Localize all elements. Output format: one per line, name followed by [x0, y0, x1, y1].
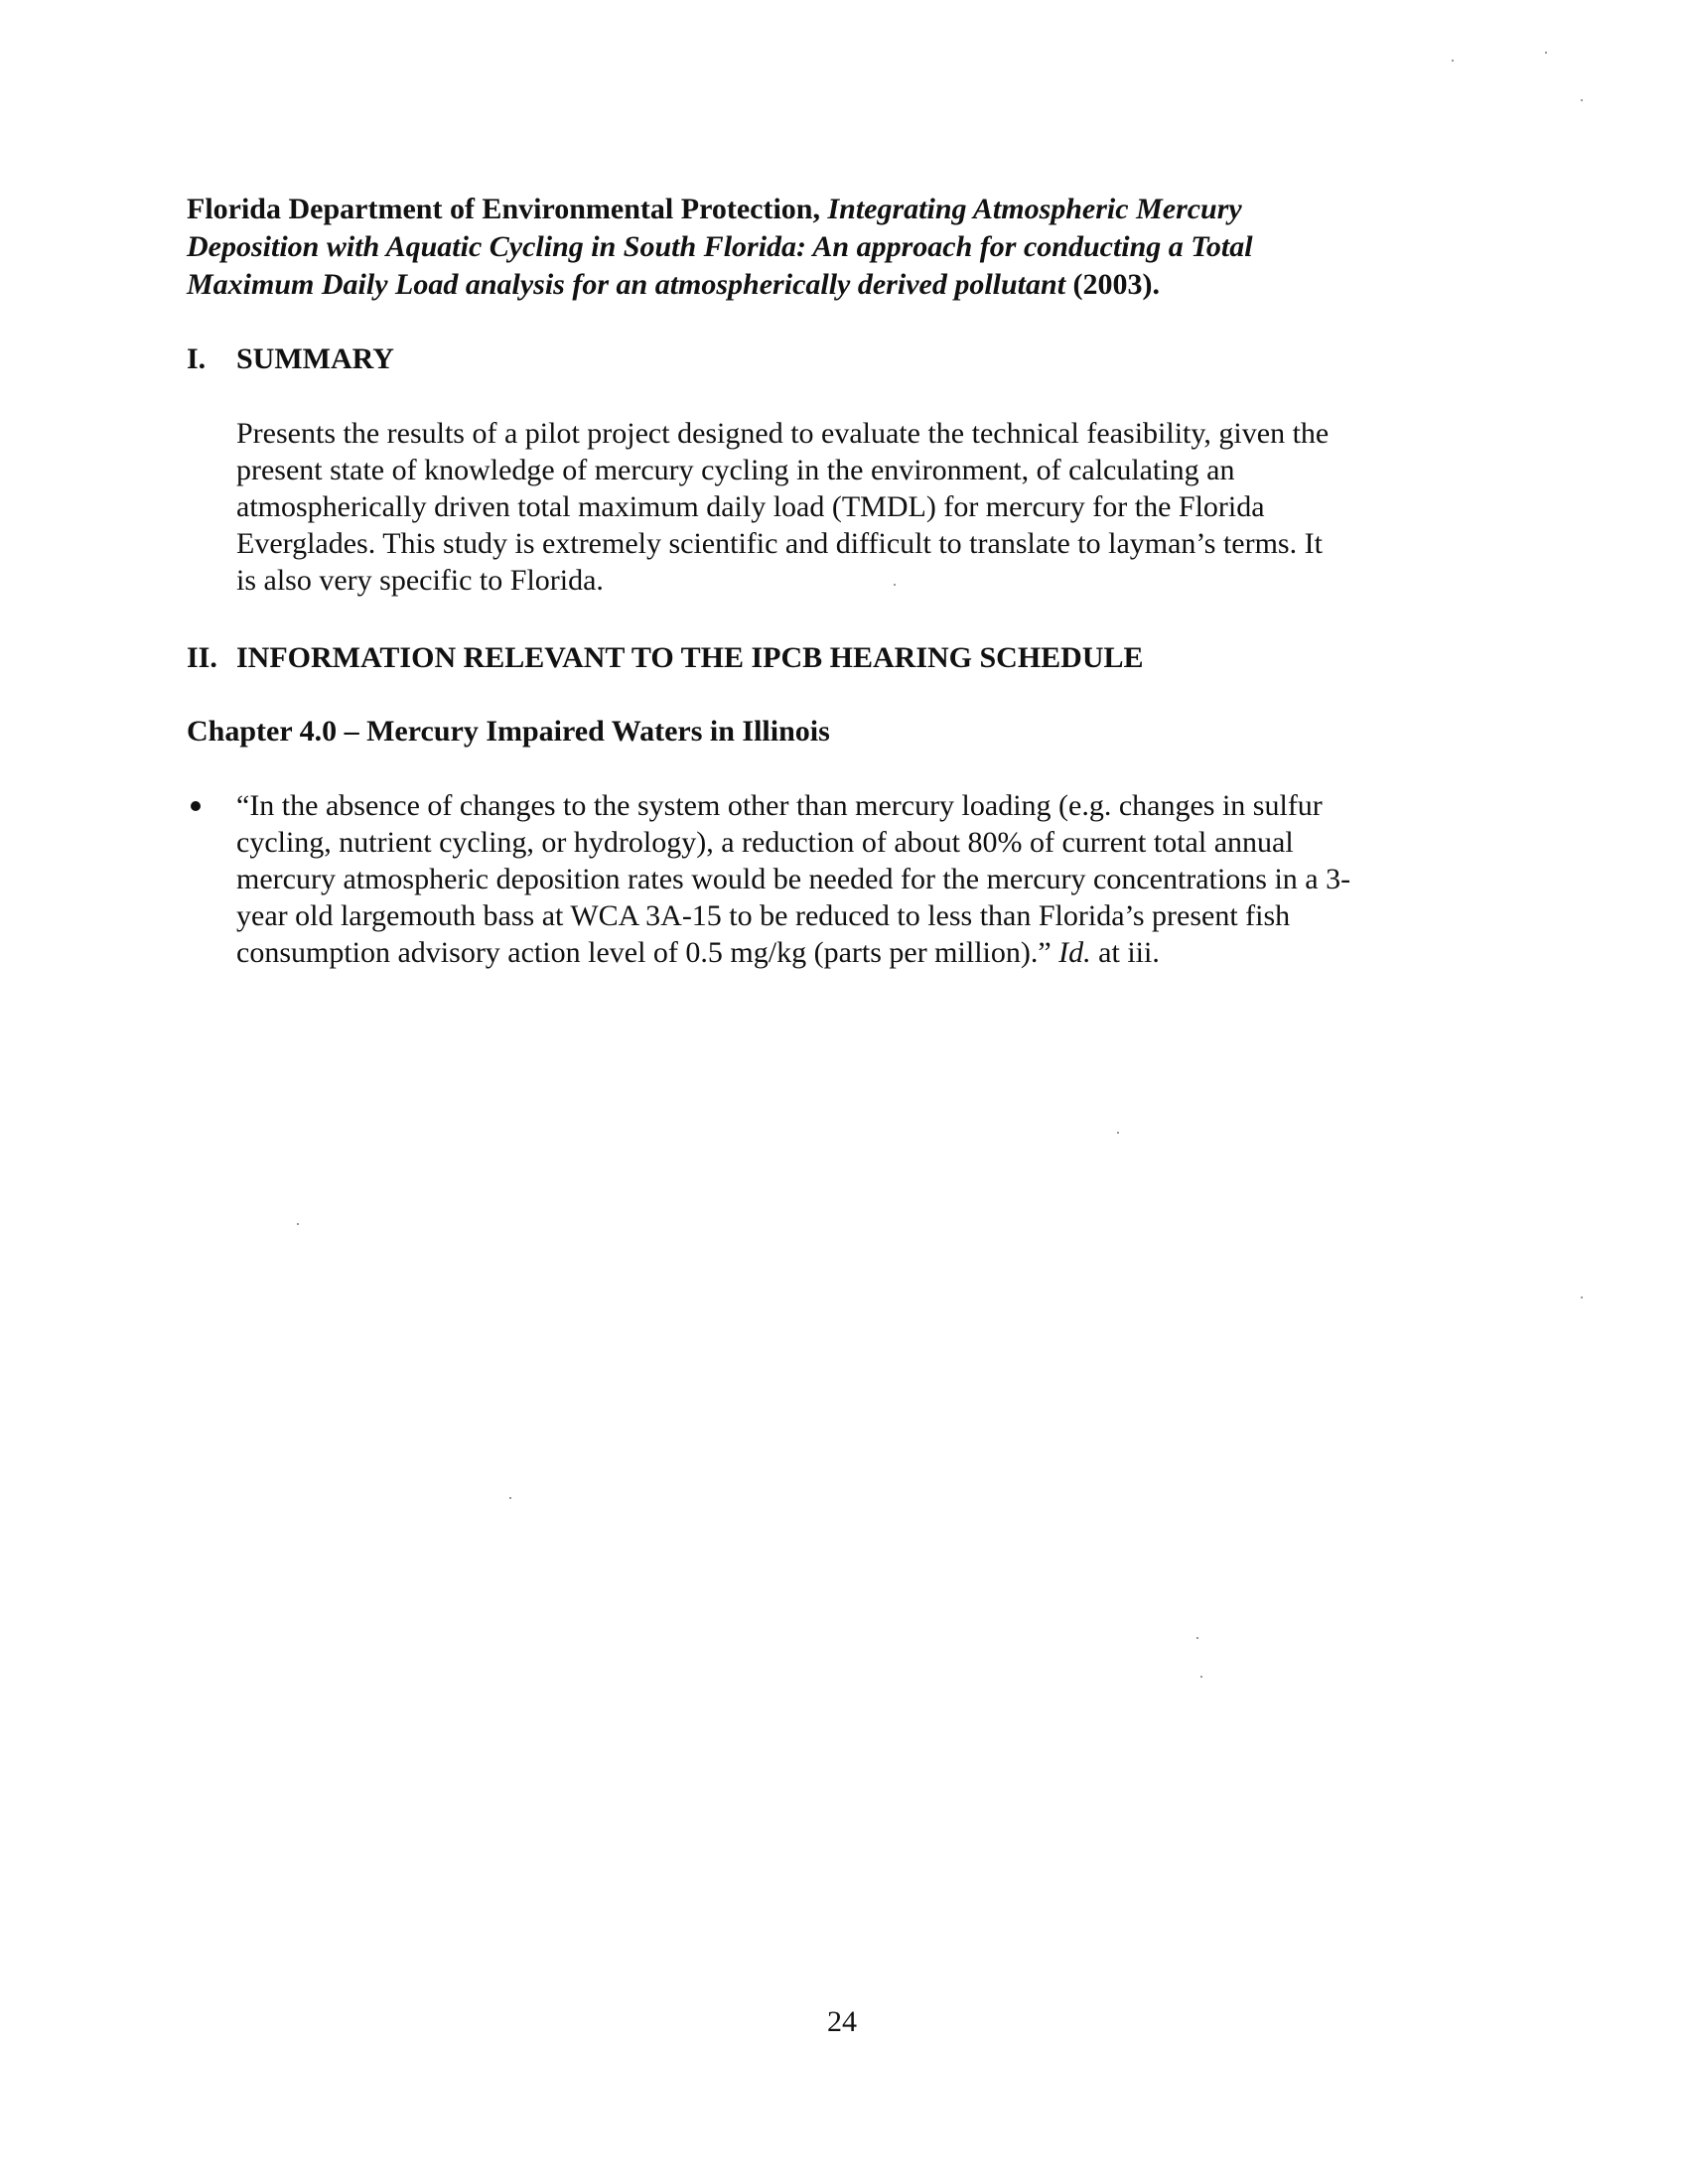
- scan-speck: [1117, 1132, 1119, 1134]
- summary-line: Presents the results of a pilot project designed to evaluate the technical feasibility, given the: [236, 417, 1330, 450]
- citation-year: (2003).: [1065, 268, 1161, 301]
- scan-speck: [1196, 1637, 1198, 1639]
- quote-line-last: [236, 934, 1477, 971]
- quote-line: mercury atmospheric deposition rates would be needed for the mercury concentrations in a 3-: [236, 863, 1351, 895]
- scan-speck: [1581, 1297, 1583, 1298]
- chapter-heading: Chapter 4.0 – Mercury Impaired Waters in Illinois: [187, 715, 830, 748]
- summary-line: is also very specific to Florida.: [236, 564, 604, 597]
- summary-line: Everglades. This study is extremely scientific and difficult to translate to layman’s terms. It: [236, 527, 1323, 560]
- section-number: I.: [187, 342, 207, 375]
- section-number: II.: [187, 641, 217, 674]
- scan-speck: [1200, 1676, 1202, 1678]
- section-title: INFORMATION RELEVANT TO THE IPCB HEARING SCHEDULE: [236, 641, 1144, 674]
- scan-speck: [509, 1497, 511, 1499]
- summary-paragraph: [236, 415, 1468, 599]
- scan-speck: [1581, 99, 1583, 101]
- citation-title-line3: Maximum Daily Load analysis for an atmospherically derived pollutant: [187, 268, 1066, 301]
- citation-author: Florida Department of Environmental Protection,: [187, 193, 828, 225]
- quote-line: cycling, nutrient cycling, or hydrology), a reduction of about 80% of current total annual: [236, 826, 1294, 859]
- quote-last-text: consumption advisory action level of 0.5 mg/kg (parts per million).”: [236, 936, 1059, 969]
- bullet-icon: [191, 801, 201, 811]
- quote-cite-rest: at iii.: [1090, 936, 1160, 969]
- quote-line: year old largemouth bass at WCA 3A-15 to be reduced to less than Florida’s present fish: [236, 899, 1291, 932]
- summary-line: present state of knowledge of mercury cycling in the environment, of calculating an: [236, 454, 1235, 486]
- citation-title-line1: Integrating Atmospheric Mercury: [827, 193, 1242, 225]
- summary-line: atmospherically driven total maximum daily load (TMDL) for mercury for the Florida: [236, 490, 1265, 523]
- section-heading-summary: [187, 341, 394, 377]
- quote-line: “In the absence of changes to the system other than mercury loading (e.g. changes in sulfur: [236, 789, 1323, 822]
- section-heading-ipcb: [187, 640, 1144, 676]
- scan-speck: [894, 584, 896, 586]
- citation-title-line2: Deposition with Aquatic Cycling in South Florida: An approach for conducting a Total: [187, 230, 1253, 263]
- quote-cite-italic: Id.: [1058, 936, 1091, 969]
- section-title: SUMMARY: [236, 342, 394, 375]
- quote-text: [236, 787, 1477, 971]
- scan-speck: [1452, 60, 1454, 62]
- citation-header: [187, 191, 1468, 304]
- scan-speck: [297, 1223, 299, 1225]
- scan-speck: [1545, 52, 1547, 54]
- page-number: 24: [827, 2005, 857, 2038]
